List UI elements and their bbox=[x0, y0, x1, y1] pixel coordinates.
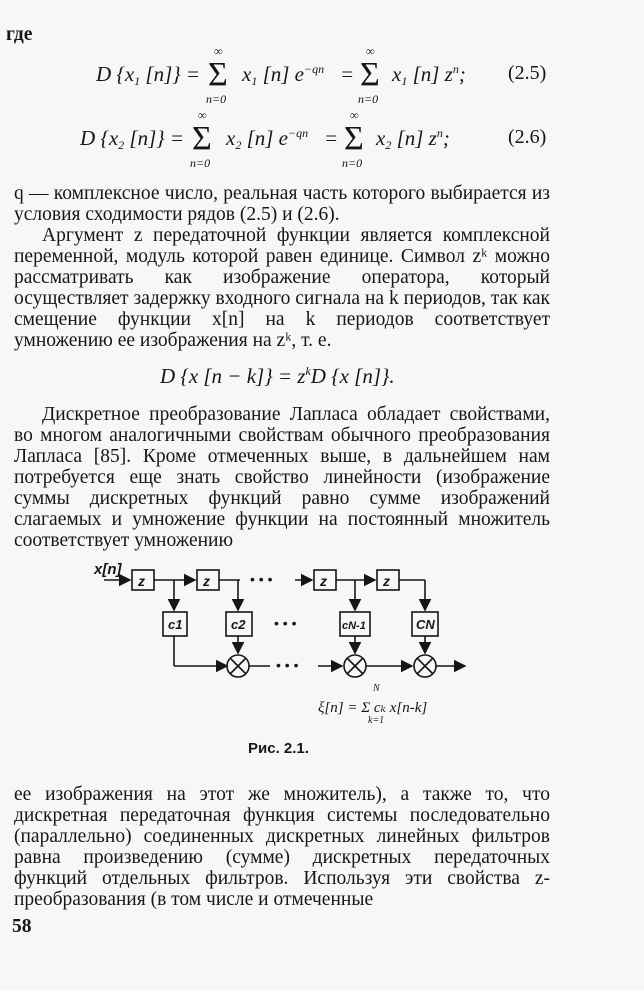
filter-block-diagram bbox=[90, 558, 470, 728]
paragraph-laplace-properties bbox=[14, 404, 550, 551]
sum-upper-limit: ∞ bbox=[366, 44, 375, 58]
sum-lower-limit: n=0 bbox=[342, 156, 363, 170]
ellipsis: • • • bbox=[274, 615, 297, 631]
paragraph-text: ее изображения на этот же множитель), а также то, что дискретная передаточная функция системы последовательно (параллельно) соединенных дискретных линейных фильтров равна произведению (сумме) дискретных передаточных функций отдельных фильтров. Используя эти свойства z-преобразования (в том числе и отмеченные bbox=[14, 784, 550, 910]
ellipsis: • • • bbox=[276, 657, 299, 673]
delay-label: z bbox=[383, 573, 390, 589]
paragraph-text: q — комплексное число, реальная часть которого выбирается из условия сходимости рядов (2.5) и (2.6). bbox=[14, 183, 550, 225]
intro-word: где bbox=[6, 24, 33, 45]
eq-2-6-equals: = bbox=[324, 126, 339, 150]
eq-2-5-end: ; bbox=[458, 62, 466, 86]
eq-2-5-lhs-tail: [n]} = bbox=[140, 62, 201, 86]
ellipsis: • • • bbox=[250, 571, 273, 587]
equation-number-2-5: (2.5) bbox=[508, 62, 547, 84]
eq-2-5-rhs-sup: n bbox=[452, 62, 459, 76]
coefficient-label: CN bbox=[416, 617, 435, 632]
eq-2-6-end: ; bbox=[442, 126, 450, 150]
eq-2-6-rhs-sub: 2 bbox=[385, 138, 392, 152]
figure-caption: Рис. 2.1. bbox=[248, 740, 309, 757]
eq-shift-right: D {x [n]}. bbox=[310, 364, 395, 388]
paragraph-text: Дискретное преобразование Лапласа обладает свойствами, во многом аналогичными свойствам обычного преобразования Лапласа [85]. Кроме отмеченных выше, в дальнейшем нам потребуется еще знать свойство линейности (изображение суммы дискретных функций равно сумме изображений слагаемых и умножение функции на постоянный множитель соответствует умножению bbox=[14, 404, 550, 551]
coefficient-label: c2 bbox=[231, 617, 246, 632]
delay-label: z bbox=[203, 573, 210, 589]
eq-shift-sup: k bbox=[305, 364, 311, 378]
equation-number-2-6: (2.6) bbox=[508, 126, 547, 148]
eq-2-6-mid: x bbox=[226, 126, 236, 150]
eq-2-6-rhs-tail: [n] z bbox=[391, 126, 437, 150]
eq-2-6-lhs: D {x bbox=[80, 126, 119, 150]
sum-sign: Σ bbox=[360, 56, 380, 93]
eq-2-6-rhs-sup: n bbox=[436, 126, 443, 140]
sum-sign: Σ bbox=[192, 120, 212, 157]
sum-lower-limit: n=0 bbox=[190, 156, 211, 170]
page-number: 58 bbox=[12, 916, 32, 937]
sum-sign: Σ bbox=[344, 120, 364, 157]
equation-shift bbox=[160, 364, 395, 389]
delay-label: z bbox=[138, 573, 145, 589]
sum-lower-limit: n=0 bbox=[206, 92, 227, 106]
output-sum-lower: k=1 bbox=[368, 715, 385, 726]
eq-2-5-rhs-tail: [n] z bbox=[407, 62, 453, 86]
paragraph-text: Аргумент z передаточной функции является комплексной переменной, модуль которой равен единице. Символ zᵏ можно рассматривать как изображение оператора, который осуществляет задержку входного сигнала на k периодов, так как смещение функции x[n] на k периодов соответствует умножению ее изображения на zᵏ, т. е. bbox=[14, 225, 550, 351]
eq-2-5-mid-sub: 1 bbox=[251, 74, 258, 88]
eq-shift-left: D {x [n − k]} = z bbox=[160, 364, 306, 388]
equation-2-5 bbox=[96, 44, 556, 112]
sum-upper-limit: ∞ bbox=[350, 108, 359, 122]
sum-upper-limit: ∞ bbox=[214, 44, 223, 58]
sum-sign: Σ bbox=[208, 56, 228, 93]
delay-label: z bbox=[320, 573, 327, 589]
output-formula: ξ[n] = Σ cₖ x[n-k] bbox=[318, 700, 428, 716]
eq-2-5-rhs-sub: 1 bbox=[401, 74, 408, 88]
eq-2-5-lhs: D {x bbox=[96, 62, 135, 86]
eq-2-5-mid: x bbox=[242, 62, 252, 86]
eq-2-6-rhs: x bbox=[376, 126, 386, 150]
eq-2-5-equals: = bbox=[340, 62, 355, 86]
eq-2-6-mid-sub: 2 bbox=[235, 138, 242, 152]
eq-2-5-rhs: x bbox=[392, 62, 402, 86]
eq-2-5-lhs-sub: 1 bbox=[134, 74, 141, 88]
eq-2-5-mid-tail: [n] e bbox=[257, 62, 304, 86]
input-label: x[n] bbox=[94, 561, 122, 578]
coefficient-label: c1 bbox=[168, 617, 183, 632]
equation-2-6 bbox=[80, 108, 556, 176]
sum-upper-limit: ∞ bbox=[198, 108, 207, 122]
output-sum-upper: N bbox=[373, 683, 380, 694]
paragraph-z-argument bbox=[14, 225, 550, 351]
eq-2-6-lhs-sub: 2 bbox=[118, 138, 125, 152]
sum-lower-limit: n=0 bbox=[358, 92, 379, 106]
paragraph-transfer-function bbox=[14, 784, 550, 910]
coefficient-label: cN-1 bbox=[342, 620, 366, 632]
eq-2-6-mid-tail: [n] e bbox=[241, 126, 288, 150]
eq-2-6-exp: −qn bbox=[288, 126, 309, 140]
eq-2-5-exp: −qn bbox=[304, 62, 325, 76]
paragraph-q-definition bbox=[14, 183, 550, 225]
eq-2-6-lhs-tail: [n]} = bbox=[124, 126, 185, 150]
